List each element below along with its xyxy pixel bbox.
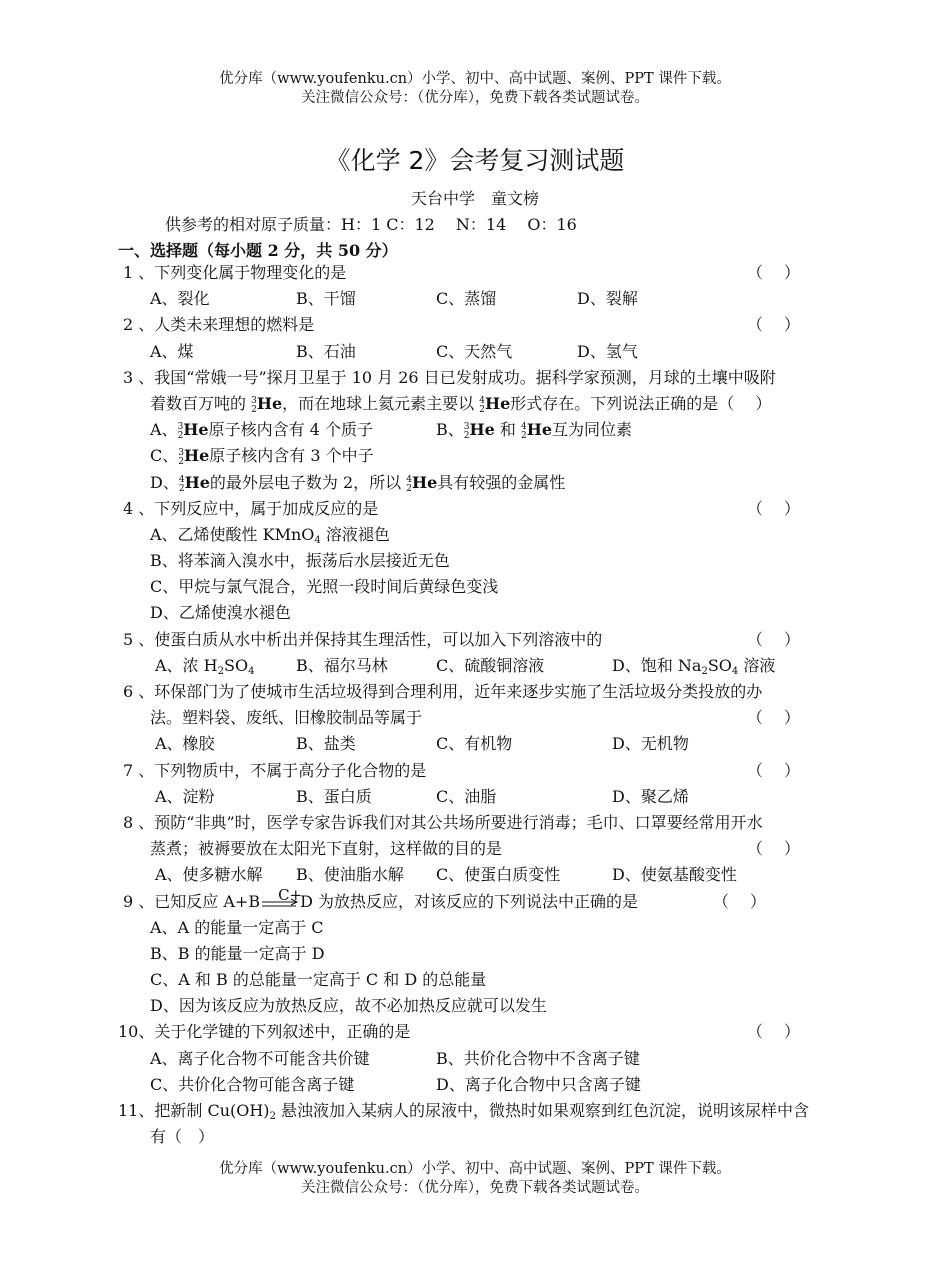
question-8-stem-cont: 蒸煮；被褥要放在太阳光下直射，这样做的目的是 （ ） — [118, 836, 838, 862]
helium-symbol: He — [256, 393, 283, 413]
option-c: C、3 2He原子核内含有 3 个中子 — [150, 446, 374, 468]
question-6-options — [118, 731, 838, 757]
question-10-stem: 10、关于化学键的下列叙述中，正确的是 （ ） — [118, 1019, 838, 1045]
option-b: B、福尔马林 — [296, 655, 388, 675]
option-d: D、氢气 — [577, 341, 638, 361]
question-9-option-c: C、A 和 B 的总能量一定高于 C 和 D 的总能量 — [150, 970, 487, 990]
question-11-stem-cont: 有（ ） — [150, 1127, 215, 1147]
footer-line-2: 关注微信公众号：（优分库），免费下载各类试题试卷。 — [301, 1180, 649, 1196]
option-d: D、饱和 $Na_2SO_4$ 溶液 — [612, 655, 776, 677]
page-footer — [0, 1160, 950, 1198]
question-9-option-b: B、B 的能量一定高于 D — [150, 943, 325, 963]
question-10-options-cd — [118, 1072, 838, 1098]
option-c: C、油脂 — [436, 786, 497, 806]
option-b: B、干馏 — [296, 289, 356, 309]
question-8-stem: 8 、预防“非典”时，医学专家告诉我们对其公共场所要进行消毒；毛巾、口罩要经常用开水 — [123, 812, 763, 832]
option-a: A、橡胶 — [155, 734, 215, 754]
footer-line-1: 优分库（www.youfenku.cn）小学、初中、高中试题、案例、PPT 课件下载。 — [219, 1161, 731, 1177]
question-8-options — [118, 862, 838, 888]
question-7-stem: 7 、下列物质中，不属于高分子化合物的是 （ ） — [118, 758, 838, 784]
isotope-index: 4 2 — [479, 395, 485, 415]
author-line: 天台中学 童文榜 — [410, 189, 539, 208]
question-6-stem: 6 、环保部门为了使城市生活垃圾得到合理利用，近年来逐步实施了生活垃圾分类投放的办 — [123, 682, 763, 701]
page-title: 《化学 2》会考复习测试题 — [325, 146, 625, 175]
question-4-stem: 4 、下列反应中，属于加成反应的是 （ ） — [118, 496, 838, 522]
option-d: D、无机物 — [612, 734, 689, 754]
question-11-stem: 11、把新制 $Cu(OH)_2$ 悬浊液加入某病人的尿液中，微热时如果观察到红色沉淀，说明该尿样中含 — [118, 1101, 810, 1122]
header-line-2: 关注微信公众号：（优分库），免费下载各类试题试卷。 — [301, 90, 649, 106]
helium-symbol: He — [484, 393, 511, 413]
option-c: C、共价化合物可能含离子键 — [150, 1074, 355, 1094]
answer-paren: （ ） — [746, 839, 800, 859]
answer-paren: （ ） — [746, 760, 800, 780]
option-b: B、石油 — [296, 341, 356, 361]
page-header — [0, 70, 950, 108]
question-list — [118, 260, 838, 1150]
question-10-options-ab — [118, 1046, 838, 1072]
question-9-option-a: A、A 的能量一定高于 C — [150, 917, 324, 937]
option-c: C、有机物 — [436, 734, 513, 754]
question-4-option-a: A、乙烯使酸性 KMnO$_4$ 溶液褪色 — [150, 524, 390, 546]
atomic-mass-note: 供参考的相对原子质量：H：1 C：12 N：14 O：16 — [165, 215, 577, 234]
question-9-stem: 9 、已知反应 A+B C+ D 为放热反应，对该反应的下列说法中正确的是 （ ） — [118, 889, 838, 915]
question-5-stem: 5 、使蛋白质从水中析出并保持其生理活性，可以加入下列溶液中的 （ ） — [118, 627, 838, 653]
question-4-option-b: B、将苯滴入溴水中，振荡后水层接近无色 — [150, 551, 450, 571]
question-3-option-d — [118, 470, 838, 496]
option-c: C、硫酸铜溶液 — [436, 655, 545, 675]
answer-paren: （ ） — [746, 629, 800, 649]
question-9-option-d: D、因为该反应为放热反应，故不必加热反应就可以发生 — [150, 996, 547, 1016]
option-d: D、聚乙烯 — [612, 786, 689, 806]
question-2-options — [118, 339, 838, 365]
answer-paren: （ ） — [746, 708, 800, 728]
question-3-options-ab — [118, 417, 838, 443]
equilibrium-arrow-icon: C+ — [278, 885, 303, 904]
answer-paren: （ ） — [746, 315, 800, 335]
question-5-options — [118, 653, 838, 679]
option-d: D、裂解 — [577, 289, 638, 309]
question-2-stem: 2 、人类未来理想的燃料是 （ ） — [118, 312, 838, 338]
option-a: A、裂化 — [150, 289, 210, 309]
question-1-options — [118, 286, 838, 312]
question-6-stem-cont: 法。塑料袋、废纸、旧橡胶制品等属于 （ ） — [118, 705, 838, 731]
option-b: B、盐类 — [296, 734, 356, 754]
question-3-stem-cont: 着数百万吨的 3 2He，而在地球上氦元素主要以 4 2He形式存在。下列说法正确的是（ ） — [150, 393, 772, 415]
option-b: B、蛋白质 — [296, 786, 372, 806]
option-a: A、使多糖水解 — [155, 865, 263, 885]
question-3-stem: 3 、我国“常娥一号”探月卫星于 10 月 26 日已发射成功。据科学家预测，月球的土壤中吸附 — [123, 367, 776, 387]
option-d: D、离子化合物中只含离子键 — [436, 1074, 641, 1094]
option-c: C、使蛋白质变性 — [436, 865, 561, 885]
question-4-option-c: C、甲烷与氯气混合，光照一段时间后黄绿色变浅 — [150, 577, 499, 597]
answer-paren: （ ） — [746, 263, 800, 282]
option-c: C、蒸馏 — [436, 289, 497, 309]
option-a: A、淀粉 — [155, 786, 215, 806]
question-3-option-c — [118, 443, 838, 469]
option-d: D、使氨基酸变性 — [612, 865, 737, 885]
header-line-1: 优分库（www.youfenku.cn）小学、初中、高中试题、案例、PPT 课件下载。 — [219, 71, 731, 87]
option-a: A、浓 $H_2SO_4$ — [155, 655, 255, 677]
option-a: A、离子化合物不可能含共价键 — [150, 1048, 370, 1068]
question-4-option-d: D、乙烯使溴水褪色 — [150, 603, 291, 623]
section-heading: 一、选择题（每小题 2 分，共 50 分） — [118, 241, 398, 260]
answer-paren: （ ） — [712, 891, 766, 911]
question-1-stem: 1 、下列变化属于物理变化的是 （ ） — [118, 260, 838, 286]
option-a: A、煤 — [150, 341, 194, 361]
option-c: C、天然气 — [436, 341, 513, 361]
answer-paren: （ ） — [746, 1022, 800, 1042]
answer-paren: （ ） — [746, 498, 800, 518]
question-7-options — [118, 784, 838, 810]
option-b: B、使油脂水解 — [296, 865, 404, 885]
option-b: B、3 2He 和 4 2He互为同位素 — [436, 420, 633, 442]
isotope-index: 3 2 — [251, 395, 257, 415]
option-a: A、3 2He原子核内含有 4 个质子 — [150, 420, 373, 442]
option-b: B、共价化合物中不含离子键 — [436, 1048, 640, 1068]
option-d: D、4 2He的最外层电子数为 2，所以 4 2He具有较强的金属性 — [150, 472, 566, 494]
